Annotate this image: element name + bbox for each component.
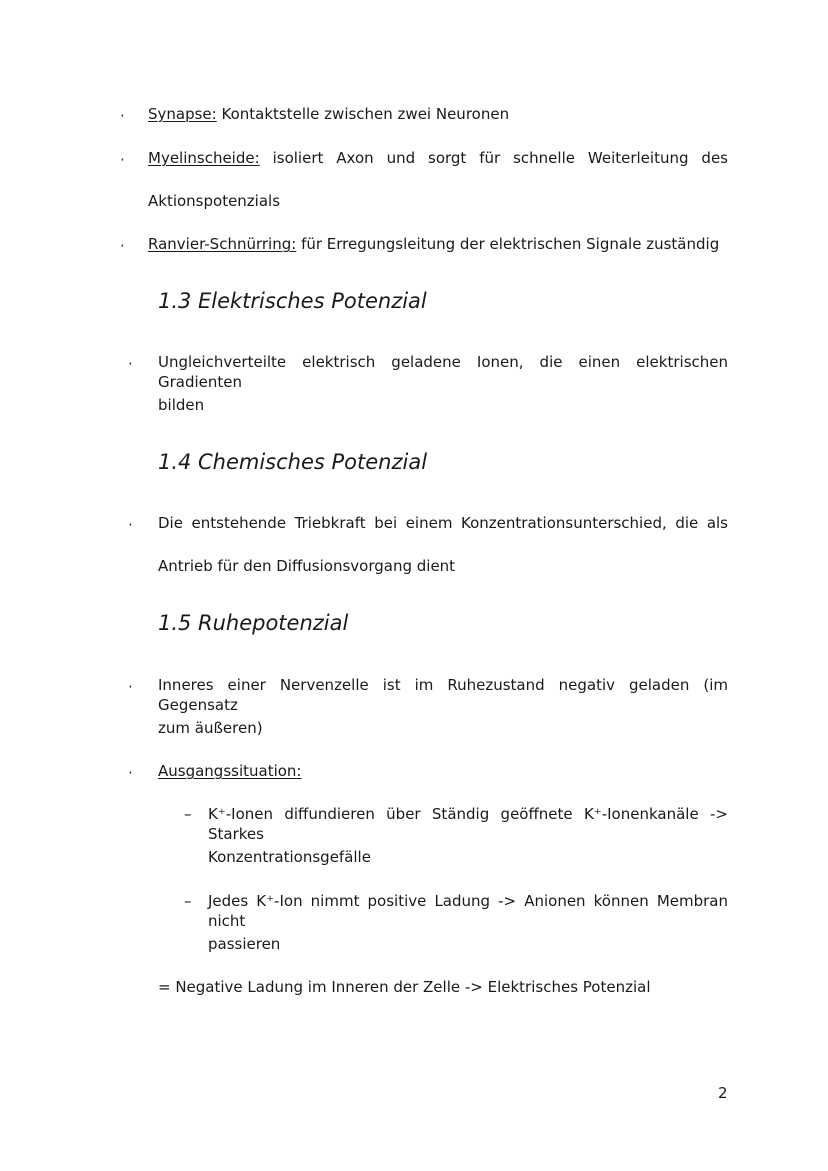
definition-text: isoliert Axon und sorgt für schnelle Weiterleitung des — [272, 149, 728, 167]
section-title: Ruhepotenzial — [198, 611, 349, 635]
situation-item-2-line1: Jedes K⁺-Ion nimmt positive Ladung -> Anionen können Membran nicht — [208, 892, 728, 930]
section-1-3-text-line1: Ungleichverteilte elektrisch geladene Ionen, die einen elektrischen Gradienten — [158, 353, 728, 391]
section-title: Chemisches Potenzial — [198, 450, 428, 474]
bullet-marker: · — [120, 107, 125, 125]
section-1-4-text-line1: Die entstehende Triebkraft bei einem Konzentrationsunterschied, die als — [158, 514, 728, 532]
section-number: 1.4 — [158, 450, 192, 474]
situation-item-1-line2: Konzentrationsgefälle — [208, 848, 371, 866]
bullet-marker: · — [128, 678, 133, 696]
term-synapse: Synapse: — [148, 105, 217, 123]
section-1-5-text-line2: zum äußeren) — [158, 719, 263, 737]
situation-label: Ausgangssituation: — [158, 762, 302, 780]
term-ranvier: Ranvier-Schnürring: — [148, 235, 297, 253]
definition-text: für Erregungsleitung der elektrischen Signale zuständig — [301, 235, 720, 253]
definition-myelinscheide — [148, 148, 728, 168]
dash-marker: – — [184, 805, 192, 823]
bullet-marker: · — [120, 237, 125, 255]
section-heading-1-3 — [158, 288, 427, 314]
definition-text: Kontaktstelle zwischen zwei Neuronen — [221, 105, 510, 123]
section-heading-1-5 — [158, 610, 348, 636]
section-1-4-text-line2: Antrieb für den Diffusionsvorgang dient — [158, 557, 456, 575]
section-title: Elektrisches Potenzial — [198, 289, 427, 313]
situation-item-1-line1: K⁺-Ionen diffundieren über Ständig geöffnete K⁺-Ionenkanäle -> Starkes — [208, 805, 728, 843]
definition-ranvier — [148, 234, 719, 254]
bullet-marker: · — [128, 516, 133, 534]
definition-synapse — [148, 104, 509, 124]
section-number: 1.5 — [158, 611, 192, 635]
definition-continuation: Aktionspotenzials — [148, 192, 281, 210]
bullet-marker: · — [120, 151, 125, 169]
term-myelinscheide: Myelinscheide: — [148, 149, 260, 167]
situation-item-2-line2: passieren — [208, 935, 281, 953]
section-number: 1.3 — [158, 289, 192, 313]
section-1-5-text-line1: Inneres einer Nervenzelle ist im Ruhezustand negativ geladen (im Gegensatz — [158, 676, 728, 714]
dash-marker: – — [184, 892, 192, 910]
bullet-marker: · — [128, 355, 133, 373]
bullet-marker: · — [128, 764, 133, 782]
section-1-3-text-line2: bilden — [158, 396, 205, 414]
situation-conclusion: = Negative Ladung im Inneren der Zelle -> Elektrisches Potenzial — [158, 978, 651, 996]
page-number: 2 — [718, 1084, 728, 1102]
section-heading-1-4 — [158, 449, 427, 475]
